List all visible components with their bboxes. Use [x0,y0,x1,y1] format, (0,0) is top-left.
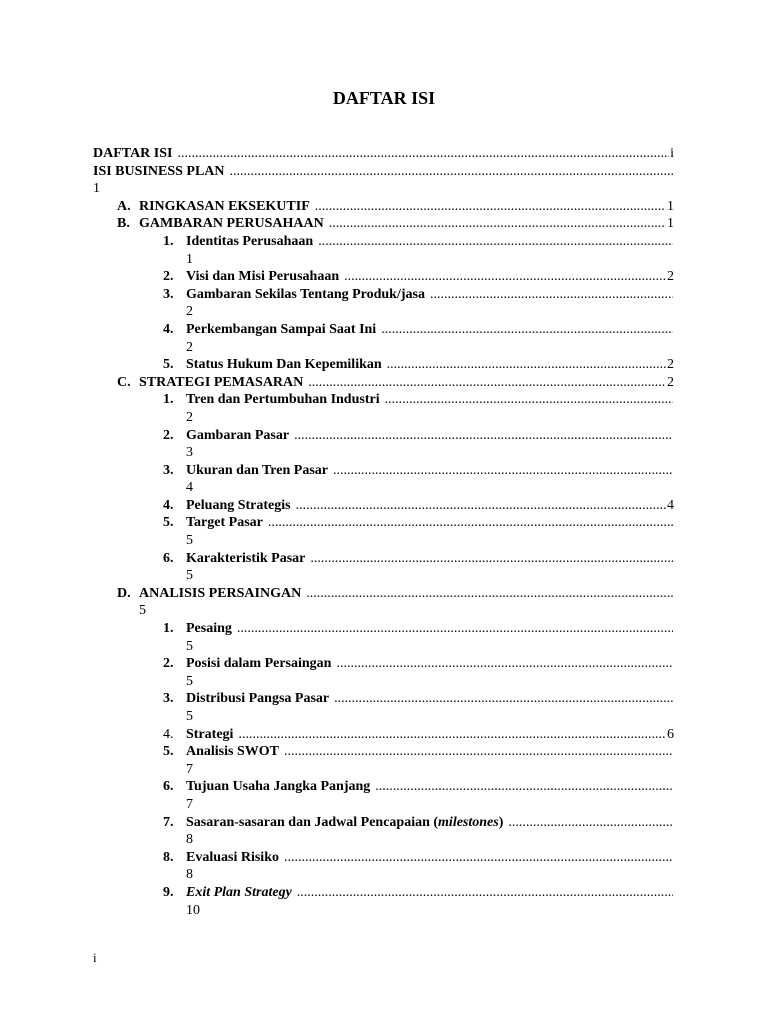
dot-leader [237,620,673,638]
dot-leader [508,814,673,832]
toc-entry-page: 5 [186,568,193,584]
dot-leader [333,462,673,480]
toc-entry-page: 2 [667,269,674,285]
toc-entry-number: 5. [163,357,174,373]
page-number-footer: i [93,950,97,965]
toc-entry-title: Visi dan Misi Perusahaan [186,269,340,285]
toc-entry-page: 7 [186,796,193,812]
toc-entry-title: Distribusi Pangsa Pasar [186,691,330,707]
toc-entry[interactable] [93,321,674,356]
toc-entry-page: 2 [667,357,674,373]
toc-entry-title: Karakteristik Pasar [186,550,306,566]
toc-entry[interactable] [93,427,674,462]
toc-entry-page: 5 [186,673,193,689]
toc-entry-page: 5 [186,638,193,654]
toc-entry-page: 2 [186,409,193,425]
toc-entry-number: 2. [163,427,174,443]
dot-leader [296,497,666,515]
toc-entry[interactable] [93,620,674,655]
toc-entry-number: A. [117,198,131,214]
toc-entry-title: Gambaran Sekilas Tentang Produk/jasa [186,286,425,302]
dot-leader [329,215,666,233]
toc-entry-number: D. [117,585,131,601]
toc-entry[interactable] [93,198,674,216]
dot-leader [334,690,673,708]
toc-entry-page: 1 [186,251,193,267]
dot-leader [238,726,666,744]
toc-entry-title: Posisi dalam Persaingan [186,656,332,672]
toc-entry-title: Tren dan Pertumbuhan Industri [186,392,380,408]
toc-entry-page: 1 [667,216,674,232]
dot-leader [230,163,674,181]
toc-entry-title: Target Pasar [186,515,263,531]
toc-entry[interactable] [93,814,674,849]
toc-entry-page: 2 [667,374,674,390]
toc-entry-page: 5 [139,603,146,619]
toc-entry[interactable] [93,163,674,198]
toc-entry-number: 5. [163,515,174,531]
toc-entry-title: ISI BUSINESS PLAN [93,163,225,179]
toc-entry-number: 5. [163,744,174,760]
toc-entry[interactable] [93,514,674,549]
toc-entry-title: Pesaing [186,621,232,637]
toc-entry[interactable] [93,356,674,374]
toc-entry-page: 10 [186,902,200,918]
dot-leader [177,145,669,163]
toc-entry-title: Ukuran dan Tren Pasar [186,462,328,478]
toc-entry-page: 7 [186,761,193,777]
dot-leader [375,778,673,796]
toc-entry-title: GAMBARAN PERUSAHAAN [139,216,324,232]
toc-entry-title: Strategi [186,726,234,742]
dot-leader [381,321,673,339]
toc-entry-title: Identitas Perusahaan [186,233,314,249]
toc-entry[interactable] [93,215,674,233]
dot-leader [336,655,673,673]
toc-entry-title: STRATEGI PEMASARAN [139,374,304,390]
dot-leader [306,585,673,603]
toc-entry[interactable] [93,690,674,725]
dot-leader [430,286,673,304]
dot-leader [385,391,673,409]
toc-entry-title: Peluang Strategis [186,497,291,513]
toc-entry-title: Sasaran-sasaran dan Jadwal Pencapaian (milestones) [186,814,504,830]
table-of-contents [93,145,674,919]
toc-entry[interactable] [93,585,674,620]
toc-entry-title: ANALISIS PERSAINGAN [139,585,302,601]
toc-entry[interactable] [93,286,674,321]
toc-entry-number: 4. [163,726,174,742]
toc-entry-page: 6 [667,726,674,742]
toc-entry[interactable] [93,655,674,690]
toc-entry-number: 4. [163,321,174,337]
toc-entry-page: 2 [186,304,193,320]
toc-entry[interactable] [93,233,674,268]
toc-entry[interactable] [93,550,674,585]
toc-entry[interactable] [93,726,674,744]
toc-entry[interactable] [93,145,674,163]
toc-entry-number: 8. [163,849,174,865]
toc-entry[interactable] [93,743,674,778]
toc-entry-page: 3 [186,445,193,461]
dot-leader [308,374,666,392]
toc-entry[interactable] [93,884,674,919]
toc-entry-title: Gambaran Pasar [186,427,290,443]
page-title: DAFTAR ISI [332,88,436,108]
toc-entry-title: Tujuan Usaha Jangka Panjang [186,779,371,795]
toc-entry-number: 9. [163,884,174,900]
dot-leader [284,849,673,867]
toc-entry[interactable] [93,778,674,813]
toc-entry[interactable] [93,497,674,515]
dot-leader [318,233,673,251]
toc-entry-number: 3. [163,462,174,478]
toc-entry-number: 2. [163,656,174,672]
toc-entry-title: RINGKASAN EKSEKUTIF [139,198,310,214]
dot-leader [268,514,673,532]
toc-entry-number: 4. [163,497,174,513]
toc-entry-title: DAFTAR ISI [93,146,173,161]
toc-entry-number: 3. [163,691,174,707]
toc-entry-title: Status Hukum Dan Kepemilikan [186,357,382,373]
toc-entry-page: 4 [186,480,193,496]
toc-entry-number: 6. [163,779,174,795]
toc-entry-page: 1 [93,181,100,197]
toc-entry-page: 2 [186,339,193,355]
toc-entry-page: 8 [186,867,193,883]
toc-entry-page: 1 [667,198,674,214]
toc-entry[interactable] [93,462,674,497]
toc-entry-number: 1. [163,392,174,408]
toc-entry[interactable] [93,849,674,884]
toc-entry-number: 1. [163,621,174,637]
dot-leader [310,550,673,568]
toc-entry[interactable] [93,391,674,426]
toc-entry-title: Analisis SWOT [186,744,279,760]
dot-leader [344,268,666,286]
dot-leader [387,356,666,374]
toc-entry-page: 4 [667,497,674,513]
toc-entry[interactable] [93,268,674,286]
toc-entry-number: 3. [163,286,174,302]
toc-entry-number: 2. [163,269,174,285]
toc-entry-number: C. [117,374,131,390]
toc-entry-title: Evaluasi Risiko [186,849,279,865]
toc-entry-page: 8 [186,832,193,848]
toc-entry-title: Perkembangan Sampai Saat Ini [186,321,377,337]
toc-entry-number: 1. [163,233,174,249]
dot-leader [315,198,666,216]
toc-entry[interactable] [93,374,674,392]
dot-leader [297,884,673,902]
toc-entry-title: Exit Plan Strategy [186,884,292,900]
dot-leader [294,427,673,445]
toc-entry-number: 7. [163,814,174,830]
toc-entry-number: B. [117,216,130,232]
toc-entry-page: 5 [186,533,193,549]
toc-entry-page: 5 [186,709,193,724]
toc-entry-page: i [670,146,674,161]
dot-leader [284,743,673,761]
toc-entry-number: 6. [163,550,174,566]
